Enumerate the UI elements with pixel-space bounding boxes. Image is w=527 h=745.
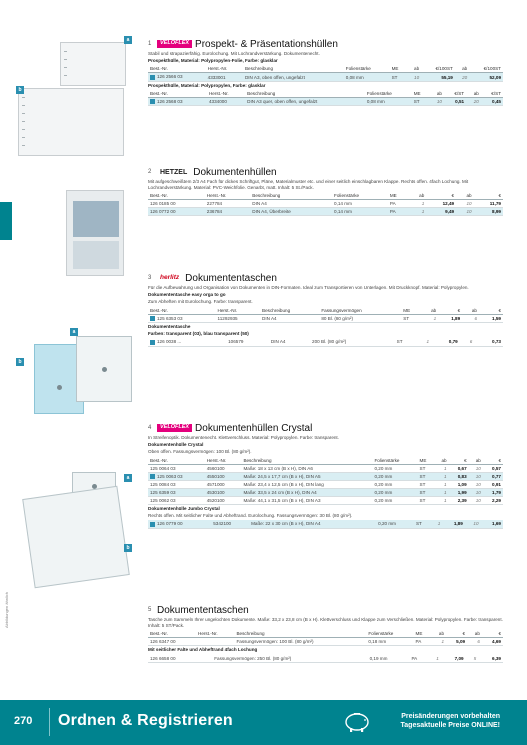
- table-row[interactable]: 126 2568 03 4334000 DIN A3 quer, oben offen, ungefalzt 0,08 mm ST 10 0,51 20 0,45: [148, 97, 503, 105]
- section2-images: [14, 186, 134, 282]
- product-table: [148, 655, 503, 663]
- product-subheading-detail: Zum Abheften mit Eurolochung. Farbe: transparent.: [148, 299, 253, 305]
- table-row[interactable]: 126 0779 00 5342100 Maße: 22 x 30 cm (B x H), DIN A4 0,20 mm ST 1 1,89 10 1,69: [148, 520, 503, 528]
- table-row[interactable]: 125 6353 03 11292935 DIN A4 80 Bl. (80 g/m²) ST 1 1,89 6 1,59: [148, 314, 503, 322]
- product-subheading: Mit seitlicher Falte und Abheftrand 4fach Lochung: [148, 647, 258, 653]
- prospect-sleeve-large: [18, 88, 124, 156]
- variant-icon: [150, 522, 155, 527]
- section4-images: [14, 468, 134, 598]
- section3-images: [14, 330, 134, 420]
- chapter-title: Ordnen & Registrieren: [58, 712, 233, 729]
- table-row[interactable]: 126 0038 ... 106579 DIN A4 200 Bl. (80 g/m²) ST 1 0,79 6 0,73: [148, 338, 503, 346]
- image-credit: Abbildungen ähnlich: [4, 591, 9, 628]
- product-table: [148, 630, 503, 646]
- product-subheading: Prospekthülle, Material: Polypropylen, Farbe: glasklar: [148, 82, 266, 88]
- variant-icon: [150, 99, 155, 104]
- product-subheading: Dokumentenhülle Jumbo Crystal: [148, 505, 220, 511]
- table-row[interactable]: 126 6347 00 Fassungsvermögen: 100 Bl. (80 g/m²) 0,18 mm PA 1 5,09 6 4,69: [150, 639, 501, 645]
- table-row[interactable]: 126 2566 03 4333001 DIN A3, oben offen, ungefalzt 0,08 mm ST 10 55,19 20 52,09: [148, 73, 503, 81]
- letter-badge-a: a: [124, 474, 132, 482]
- table-row[interactable]: 126 0185 00 227784 DIN A4 0,14 mm PA 1 12,49 10 11,79: [150, 201, 501, 207]
- product-subheading-detail: Rechts offen. Mit seitlicher Falte und Abheftrand. Eurolochung. Fassungsvermögen: 30 Bl. (80 g/m²).: [148, 513, 353, 519]
- table-row[interactable]: 125 0063 03 4550100 Maße: 24,5 x 17,7 cm (B x H), DIN A5 0,20 mm ST 1 0,83 10 0,77: [148, 472, 503, 480]
- section-3: [148, 272, 503, 347]
- section-description: In Streifenoptik. Dokumentenecht. Klettverschluss. Material: Polypropylen. Farbe: transparent.: [148, 435, 339, 440]
- letter-badge-a: a: [124, 36, 132, 44]
- table-header: Best.-Nr. Herst.-Nr. Beschreibung Folienstärke ME ab € ab €: [150, 193, 501, 199]
- section-title: Dokumentenhüllen Crystal: [195, 422, 313, 434]
- section-description: Tasche zum Sammeln Ihrer ungelochten Dokumente. Maße: 33,2 x 23,8 cm (B x H). Klettverschluss und Klappe zum Verschließen. Material: Polypropylen. Farbe: transparent. Inhalt: 5 ST/Pack.: [148, 617, 503, 629]
- piggy-bank-icon: [343, 708, 371, 734]
- product-table: [148, 457, 503, 505]
- section-4: [148, 422, 503, 529]
- table-row[interactable]: 125 6359 03 4530100 Maße: 33,5 x 24 cm (B x H), DIN A4 0,20 mm ST 1 1,99 10 1,79: [150, 489, 501, 495]
- section1-images: [14, 38, 134, 158]
- section-2: [148, 166, 503, 216]
- section-description: Stabil und strapazierfähig. Eurolochung. Mit Lochrandverstärkung. Dokumentenecht.: [148, 51, 320, 56]
- letter-badge-b: b: [16, 86, 24, 94]
- section-1: [148, 38, 503, 106]
- section-5: [148, 604, 503, 663]
- product-table: [148, 307, 503, 323]
- section-description: Mit aufgeschweißtem 2/3 A4 Fach für dickes Schriftgut, Pläne, Materialmuster etc. und einer seitlich einschlagbaren Klappe. Rechts offen. 4fach Lochung. Mit Lochrandverstärkung. Material: PVC-Weichfolie. Genarbt, matt. Inhalt: 5 St./Pack.: [148, 179, 469, 191]
- section-title: Dokumententaschen: [185, 272, 277, 284]
- document-sleeve-photo: [66, 190, 124, 276]
- letter-badge-b: b: [16, 358, 24, 366]
- product-subheading-detail: Oben offen. Fassungsvermögen: 100 Bl. (80 g/m²).: [148, 449, 252, 455]
- table-row[interactable]: 125 0062 03 4520100 Maße: 44,1 x 31,5 cm (B x H), DIN A3 0,20 mm ST 1 2,39 10 2,29: [150, 497, 501, 503]
- chapter-tab: [0, 202, 12, 240]
- section-description: Für die Aufbewahrung und Organisation von Dokumenten in DIN-Formaten. Ideal zum Transportieren von Unterlagen. Mit Druckknopf. Material: Polypropylen.: [148, 285, 469, 290]
- letter-badge-b: b: [124, 544, 132, 552]
- brand-logo-veloflex: VELOFLEX: [157, 424, 192, 432]
- document-pouch-clear: [76, 336, 132, 402]
- product-subheading: Dokumentenhülle Crystal: [148, 442, 204, 448]
- table-row[interactable]: 125 0084 03 4571000 Maße: 23,4 x 12,5 cm (B x H), DIN lang 0,20 mm ST 1 1,09 10 0,91: [150, 481, 501, 487]
- letter-badge-a: a: [70, 328, 78, 336]
- prospect-sleeve-landscape: [60, 42, 126, 86]
- section-title: Prospekt- & Präsentationshüllen: [195, 38, 338, 50]
- brand-logo-hetzel: HETZEL: [160, 168, 188, 176]
- product-subheading-detail: Farben: transparent (03), blau transparent (50): [148, 331, 249, 337]
- section-title: Dokumentenhüllen: [193, 166, 277, 178]
- page-number: 270: [14, 715, 33, 727]
- product-subheading: Prospekthülle, Material: Polypropylen-Folie, Farbe: glasklar: [148, 58, 278, 64]
- product-table: [148, 338, 503, 346]
- brand-logo-veloflex: VELOFLEX: [157, 40, 192, 48]
- section-title: Dokumententaschen: [157, 604, 249, 616]
- product-table: [148, 192, 503, 216]
- table-row[interactable]: 125 0064 03 4560100 Maße: 18 x 13 cm (B x H), DIN A6 0,20 mm ST 1 0,67 10 0,57: [150, 465, 501, 471]
- section-number: 5: [148, 607, 152, 613]
- price-notice: Preisänderungen vorbehalten Tagesaktuelle Preise ONLINE!: [400, 713, 500, 729]
- product-subheading: Dokumententasche: [148, 323, 191, 329]
- table-header: Best.-Nr. Herst.-Nr. Beschreibung Folienstärke ME ab € ab €: [150, 457, 501, 463]
- table-header: Best.-Nr. Herst.-Nr. Beschreibung Folienstärke ME ab €/ST ab €/ST: [150, 90, 501, 96]
- table-row[interactable]: 126 6658 00 Fassungsvermögen: 250 Bl. (80 g/m²) 0,19 mm PA 1 7,09 5 6,39: [150, 655, 501, 661]
- page-footer: [0, 700, 527, 745]
- section-number: 3: [148, 275, 152, 281]
- variant-icon: [150, 316, 155, 321]
- product-table: [148, 65, 503, 81]
- table-row[interactable]: 126 0772 00 236784 DIN A4, Überbreite 0,14 mm PA 1 9,49 10 8,99: [150, 209, 501, 215]
- variant-icon: [150, 75, 155, 80]
- table-header: Best.-Nr. Herst.-Nr. Beschreibung Fassungsvermögen ME ab € ab €: [150, 307, 501, 313]
- footer-divider: [49, 708, 50, 736]
- product-table: [148, 520, 503, 528]
- product-subheading: Dokumententasche easy orga to go: [148, 292, 226, 298]
- crystal-pouch-jumbo: [22, 486, 130, 588]
- table-header: Best.-Nr. Herst.-Nr. Beschreibung Folienstärke ME ab €/100ST ab €/100ST: [150, 66, 501, 72]
- variant-icon: [150, 474, 155, 479]
- section-number: 1: [148, 41, 152, 47]
- variant-icon: [150, 340, 155, 345]
- section-number: 4: [148, 425, 152, 431]
- brand-logo-herlitz: herlitz: [160, 273, 180, 281]
- product-table: [148, 90, 503, 106]
- section-number: 2: [148, 169, 152, 175]
- table-header: Best.-Nr. Herst.-Nr. Beschreibung Folienstärke ME ab € ab €: [150, 631, 501, 637]
